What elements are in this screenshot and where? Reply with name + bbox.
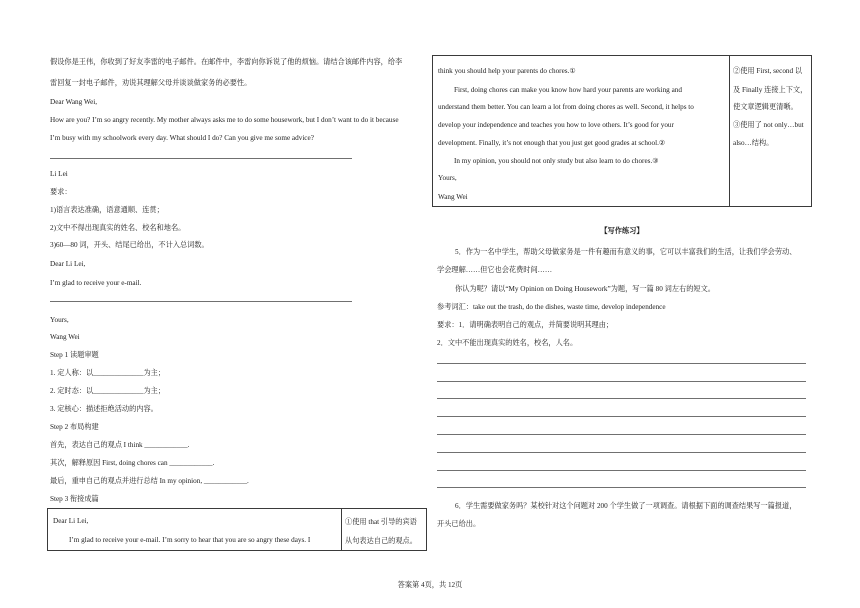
question5-line: 5．作为一名中学生，帮助父母做家务是一件有趣而有意义的事，它可以丰富我们的生活，让我们学会劳动、 bbox=[455, 248, 797, 256]
question5-line: 2．文中不能出现真实的姓名，校名，人名。 bbox=[437, 339, 578, 347]
letter-greeting: Dear Wang Wei, bbox=[50, 98, 98, 106]
letter-body-line: How are you? I’m so angry recently. My mother always asks me to do some housework, but I don’t want to do it because bbox=[50, 116, 399, 124]
essay-line: understand them better. You can learn a lot from doing chores as well. Second, it helps to bbox=[438, 103, 694, 111]
requirement-item: 1)语言表达准确，语意通顺、连贯； bbox=[50, 206, 164, 214]
step2-item: 其次，解释原因 First, doing chores can ____________. bbox=[50, 459, 215, 467]
step2-item: 最后，重申自己的观点并进行总结 In my opinion, ____________. bbox=[50, 477, 249, 485]
step1-title: Step 1 读题审题 bbox=[50, 351, 99, 359]
essay-line: In my opinion, you should not only study but also learn to do chores.③ bbox=[454, 157, 659, 165]
reply-greeting: Dear Li Lei, bbox=[50, 260, 86, 268]
essay-line: think you should help your parents do chores.① bbox=[438, 67, 576, 75]
requirement-item: 2)文中不得出现真实的姓名、校名和地名。 bbox=[50, 224, 186, 232]
essay-note: ③使用了 not only…but bbox=[733, 121, 804, 129]
step1-item: 3. 定核心：描述拒绝活动的内容。 bbox=[50, 405, 158, 413]
essay-note: ②使用 First, second 以 bbox=[733, 67, 803, 75]
essay-note: ①使用 that 引导的宾语 bbox=[345, 518, 417, 526]
step3-title: Step 3 衔接成篇 bbox=[50, 495, 99, 503]
blank-writing-line bbox=[437, 381, 806, 382]
page-footer: 答案第 4页，共 12页 bbox=[397, 581, 463, 589]
question5-line: 要求：1．请明确表明自己的观点，并简要说明其理由； bbox=[437, 321, 614, 329]
essay-note: also…结构。 bbox=[733, 139, 774, 147]
task-intro-line: 假设你是王伟，你收到了好友李雷的电子邮件。在邮件中，李雷向你诉说了他的烦恼。请结合该邮件内容，给李 bbox=[50, 58, 403, 66]
reply-closing: Yours, bbox=[50, 316, 69, 324]
letter-signature: Li Lei bbox=[50, 170, 68, 178]
blank-writing-line bbox=[437, 416, 806, 417]
blank-writing-line bbox=[437, 398, 806, 399]
step2-title: Step 2 布局构建 bbox=[50, 423, 99, 431]
step1-item: 2. 定时态：以______________为主； bbox=[50, 387, 166, 395]
blank-writing-line bbox=[437, 452, 806, 453]
essay-note: 从句表达自己的观点。 bbox=[345, 537, 417, 545]
essay-line: Dear Li Lei, bbox=[53, 517, 89, 525]
question5-line: 参考词汇：take out the trash, do the dishes, waste time, develop independence bbox=[437, 303, 666, 311]
blank-writing-line bbox=[50, 301, 352, 302]
essay-line: I’m glad to receive your e-mail. I’m sorry to hear that you are so angry these days. I bbox=[69, 536, 311, 544]
reply-name: Wang Wei bbox=[50, 333, 80, 341]
model-essay-table-part2 bbox=[432, 55, 812, 207]
essay-note: 使文章逻辑更清晰。 bbox=[733, 103, 798, 111]
blank-writing-line bbox=[437, 363, 806, 364]
essay-line: develop your independence and teaches you how to love others. It’s good for your bbox=[438, 121, 674, 129]
blank-writing-line bbox=[437, 470, 806, 471]
step2-item: 首先，表达自己的观点 I think ____________. bbox=[50, 441, 190, 449]
task-intro-line: 雷回复一封电子邮件，劝说其理解父母并谈谈做家务的必要性。 bbox=[50, 79, 252, 87]
essay-line: Wang Wei bbox=[438, 193, 468, 201]
question6-line: 开头已给出。 bbox=[437, 520, 481, 528]
blank-writing-line bbox=[437, 434, 806, 435]
essay-line: First, doing chores can make you know how hard your parents are working and bbox=[454, 86, 682, 94]
reply-opening: I’m glad to receive your e-mail. bbox=[50, 279, 142, 287]
blank-writing-line bbox=[437, 487, 806, 488]
requirement-item: 3)60—80 词，开头、结尾已给出，不计入总词数。 bbox=[50, 241, 209, 249]
essay-line: Yours, bbox=[438, 174, 457, 182]
blank-writing-line bbox=[50, 158, 352, 159]
step1-item: 1. 定人称：以______________为主； bbox=[50, 369, 166, 377]
question5-line: 你认为呢？请以“My Opinion on Doing Housework”为题，写一篇 80 词左右的短文。 bbox=[455, 285, 715, 293]
question6-line: 6．学生需要做家务吗？某校针对这个问题对 200 个学生做了一项调查。请根据下面的调查结果写一篇报道， bbox=[455, 502, 797, 510]
essay-line: development. Finally, it’s not enough that you just get good grades at school.② bbox=[438, 139, 666, 147]
table-divider bbox=[729, 56, 730, 206]
question5-line: 学会理解……但它也会花费时间…… bbox=[437, 266, 553, 274]
letter-body-line: I’m busy with my schoolwork every day. What should I do? Can you give me some advice? bbox=[50, 134, 314, 142]
table-divider bbox=[341, 509, 342, 550]
model-essay-table-part1 bbox=[47, 508, 427, 551]
requirements-title: 要求： bbox=[50, 188, 72, 196]
writing-practice-heading: 【写作练习】 bbox=[600, 227, 644, 235]
essay-note: 及 Finally 连接上下文， bbox=[733, 86, 808, 94]
